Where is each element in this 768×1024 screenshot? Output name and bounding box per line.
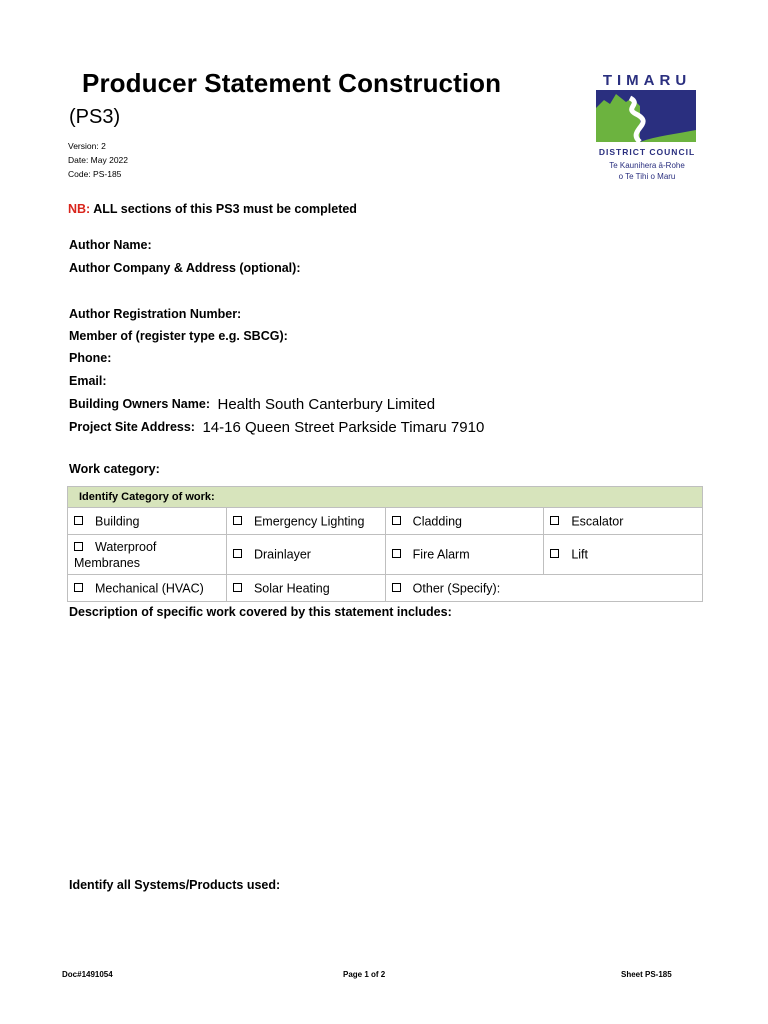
category-option-cladding[interactable]: Cladding: [385, 508, 544, 535]
date-text: Date: May 2022: [68, 155, 129, 165]
work-category-table: [67, 486, 703, 602]
notice-line: [68, 202, 357, 216]
registration-number-field[interactable]: [69, 305, 245, 322]
code-text: Code: PS-185: [68, 169, 122, 179]
checkbox-icon[interactable]: [74, 583, 83, 592]
notice-text: ALL sections of this PS3 must be completed: [93, 202, 357, 216]
category-option-waterproof-membranes[interactable]: Waterproof Membranes: [68, 535, 227, 575]
checkbox-icon[interactable]: [74, 516, 83, 525]
description-label: Description of specific work covered by this statement includes:: [69, 605, 452, 619]
building-owner-label: Building Owners Name:: [69, 397, 210, 411]
page-title: Producer Statement Construction: [82, 68, 502, 98]
member-of-field[interactable]: [69, 327, 292, 344]
version-text: Version: 2: [68, 141, 106, 151]
author-name-field[interactable]: [69, 236, 156, 253]
checkbox-icon[interactable]: [392, 583, 401, 592]
footer-page-number: Page 1 of 2: [343, 970, 386, 979]
checkbox-icon[interactable]: [550, 549, 559, 558]
checkbox-icon[interactable]: [233, 516, 242, 525]
category-option-escalator[interactable]: Escalator: [544, 508, 703, 535]
project-site-value[interactable]: 14-16 Queen Street Parkside Timaru 7910: [202, 419, 485, 436]
email-field[interactable]: [69, 372, 111, 389]
category-option-solar-heating[interactable]: Solar Heating: [226, 575, 385, 602]
checkbox-icon[interactable]: [392, 549, 401, 558]
category-option-mechanical-hvac[interactable]: Mechanical (HVAC): [68, 575, 227, 602]
page-subtitle: (PS3): [69, 106, 121, 128]
category-option-emergency-lighting[interactable]: Emergency Lighting: [226, 508, 385, 535]
checkbox-icon[interactable]: [550, 516, 559, 525]
logo-maori-line1: Te Kaunihera ā-Rohe: [609, 161, 685, 170]
timaru-council-logo: [592, 72, 704, 184]
author-company-field[interactable]: [69, 259, 304, 276]
footer-doc-number: Doc#1491054: [62, 970, 113, 979]
logo-wordmark: TIMARU: [602, 72, 692, 89]
logo-maori-line2: o Te Tihi o Maru: [618, 172, 676, 181]
notice-prefix: NB:: [68, 202, 91, 216]
checkbox-icon[interactable]: [392, 516, 401, 525]
logo-council-text: DISTRICT COUNCIL: [598, 147, 696, 157]
checkbox-icon[interactable]: [74, 542, 83, 551]
checkbox-icon[interactable]: [233, 583, 242, 592]
category-option-lift[interactable]: Lift: [544, 535, 703, 575]
phone-label: Phone:: [69, 351, 112, 365]
work-category-label: Work category:: [69, 462, 160, 476]
phone-field[interactable]: [69, 349, 115, 366]
work-category-table-header: Identify Category of work:: [68, 487, 703, 508]
category-option-building[interactable]: Building: [68, 508, 227, 535]
author-name-label: Author Name:: [69, 238, 152, 252]
member-of-label: Member of (register type e.g. SBCG):: [69, 329, 288, 343]
email-label: Email:: [69, 374, 107, 388]
project-site-field[interactable]: [69, 418, 484, 435]
landscape-logo-icon: [596, 90, 696, 142]
footer-sheet-code: Sheet PS-185: [621, 970, 672, 979]
registration-number-label: Author Registration Number:: [69, 307, 242, 321]
project-site-label: Project Site Address:: [69, 420, 195, 434]
category-option-other[interactable]: Other (Specify):: [385, 575, 702, 602]
building-owner-field[interactable]: [69, 395, 435, 412]
checkbox-icon[interactable]: [233, 549, 242, 558]
building-owner-value[interactable]: Health South Canterbury Limited: [217, 396, 436, 413]
systems-label: Identify all Systems/Products used:: [69, 878, 281, 892]
category-option-fire-alarm[interactable]: Fire Alarm: [385, 535, 544, 575]
author-company-label: Author Company & Address (optional):: [69, 261, 301, 275]
category-option-drainlayer[interactable]: Drainlayer: [226, 535, 385, 575]
